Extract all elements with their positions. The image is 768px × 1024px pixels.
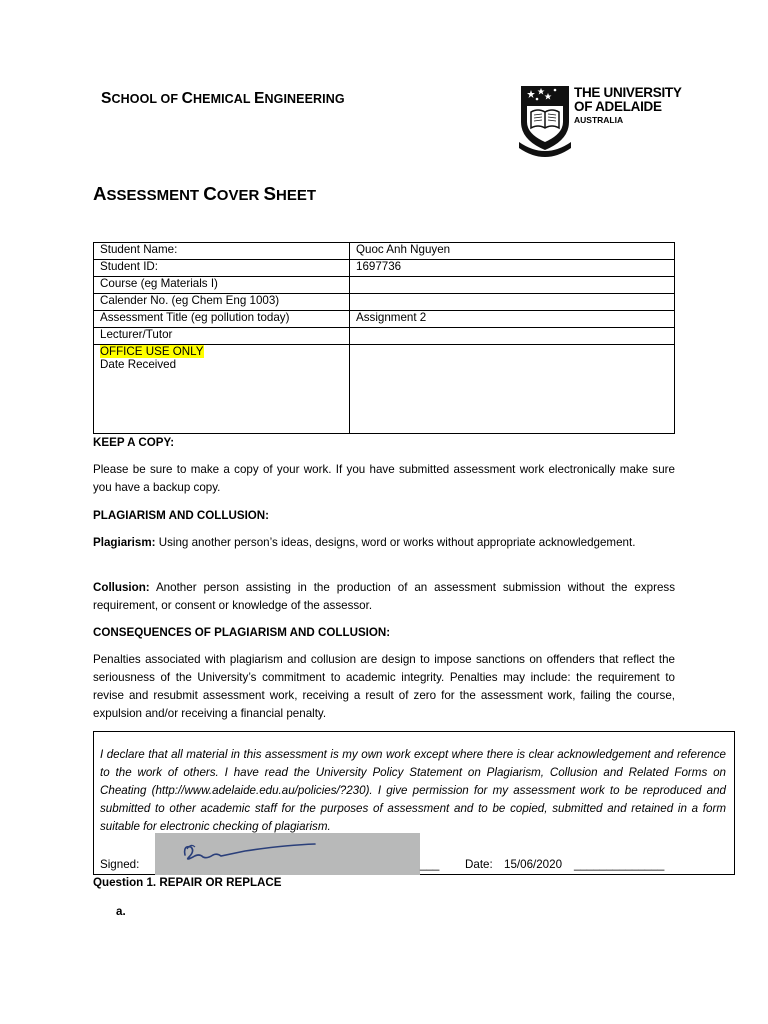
declaration-text: I declare that all material in this assessment is my own work except where there is clear acknowledgement and reference to the work of others. I have read the University Policy Statement on Plagiarism, Collusion and Related Forms on Cheating (http://www.adelaide.edu.au/policies/?230). I give permission for my assessment work to be reproduced and submitted to other academic staff for the purposes of assessment and to be copied, submitted and retained in a form suitable for electronic checking of plagiarism. xyxy=(100,748,726,833)
signature-icon xyxy=(155,833,420,875)
student-id-label: Student ID: xyxy=(94,260,350,277)
lecturer-tutor-value xyxy=(350,328,675,345)
office-use-label: OFFICE USE ONLY xyxy=(100,345,204,358)
date-label: Date: xyxy=(465,858,493,871)
plagiarism-term: Plagiarism: xyxy=(93,536,156,549)
table-row xyxy=(94,243,675,260)
plagiarism-text: Using another person’s ideas, designs, word or works without appropriate acknowledgement. xyxy=(155,536,636,549)
calender-no-label: Calender No. (eg Chem Eng 1003) xyxy=(94,294,350,311)
consequences-text: Penalties associated with plagiarism and collusion are design to impose sanctions on offenders that reflect the seriousness of the University’s commitment to academic integrity. Penalties may include: the requirement to revise and resubmit assessment work, receiving a result of zero for the assessment work, failing the course, expulsion and/or receiving a financial penalty. xyxy=(93,653,675,720)
table-row xyxy=(94,328,675,345)
office-use-value xyxy=(350,345,675,434)
logo-line-1: THE UNIVERSITY xyxy=(574,85,682,100)
course-label: Course (eg Materials I) xyxy=(94,277,350,294)
table-row xyxy=(94,260,675,277)
student-name-label: Student Name: xyxy=(94,243,350,260)
declaration-box xyxy=(93,731,735,875)
plagiarism-heading: PLAGIARISM AND COLLUSION: xyxy=(93,509,270,522)
school-name: SCHOOL OF CHEMICAL ENGINEERING xyxy=(101,90,345,107)
lecturer-tutor-label: Lecturer/Tutor xyxy=(94,328,350,345)
plagiarism-definition xyxy=(93,534,675,552)
assessment-title-label: Assessment Title (eg pollution today) xyxy=(94,311,350,328)
calender-no-value xyxy=(350,294,675,311)
assessment-title-value: Assignment 2 xyxy=(350,311,675,328)
keep-copy-text: Please be sure to make a copy of your work. If you have submitted assessment work electronically make sure you have a backup copy. xyxy=(93,463,675,494)
signature-underline: ___ xyxy=(420,858,440,871)
question-title: Question 1. REPAIR OR REPLACE xyxy=(93,876,282,889)
signed-label: Signed: xyxy=(100,858,140,871)
page-title: ASSESSMENT COVER SHEET xyxy=(93,183,316,204)
logo-line-3: AUSTRALIA xyxy=(574,115,624,125)
student-info-table xyxy=(93,242,675,434)
table-row xyxy=(94,294,675,311)
consequences-heading: CONSEQUENCES OF PLAGIARISM AND COLLUSION: xyxy=(93,626,391,639)
collusion-definition xyxy=(93,579,675,615)
student-name-value: Quoc Anh Nguyen xyxy=(350,243,675,260)
table-row xyxy=(94,277,675,294)
university-crest-icon xyxy=(517,82,573,158)
logo-line-2: OF ADELAIDE xyxy=(574,98,662,114)
collusion-term: Collusion: xyxy=(93,581,150,594)
date-underline: ______________ xyxy=(574,858,665,871)
date-value: 15/06/2020 xyxy=(504,858,563,871)
keep-copy-heading: KEEP A COPY: xyxy=(93,436,175,449)
date-received-label: Date Received xyxy=(100,358,177,371)
course-value xyxy=(350,277,675,294)
university-logo xyxy=(517,82,682,158)
student-id-value: 1697736 xyxy=(350,260,675,277)
signature-image xyxy=(155,833,420,875)
collusion-text: Another person assisting in the production of an assessment submission without the express requirement, or consent or knowledge of the assessor. xyxy=(93,581,675,612)
table-row xyxy=(94,345,675,434)
office-use-cell xyxy=(94,345,350,434)
question-item: a. xyxy=(116,905,126,918)
table-row xyxy=(94,311,675,328)
